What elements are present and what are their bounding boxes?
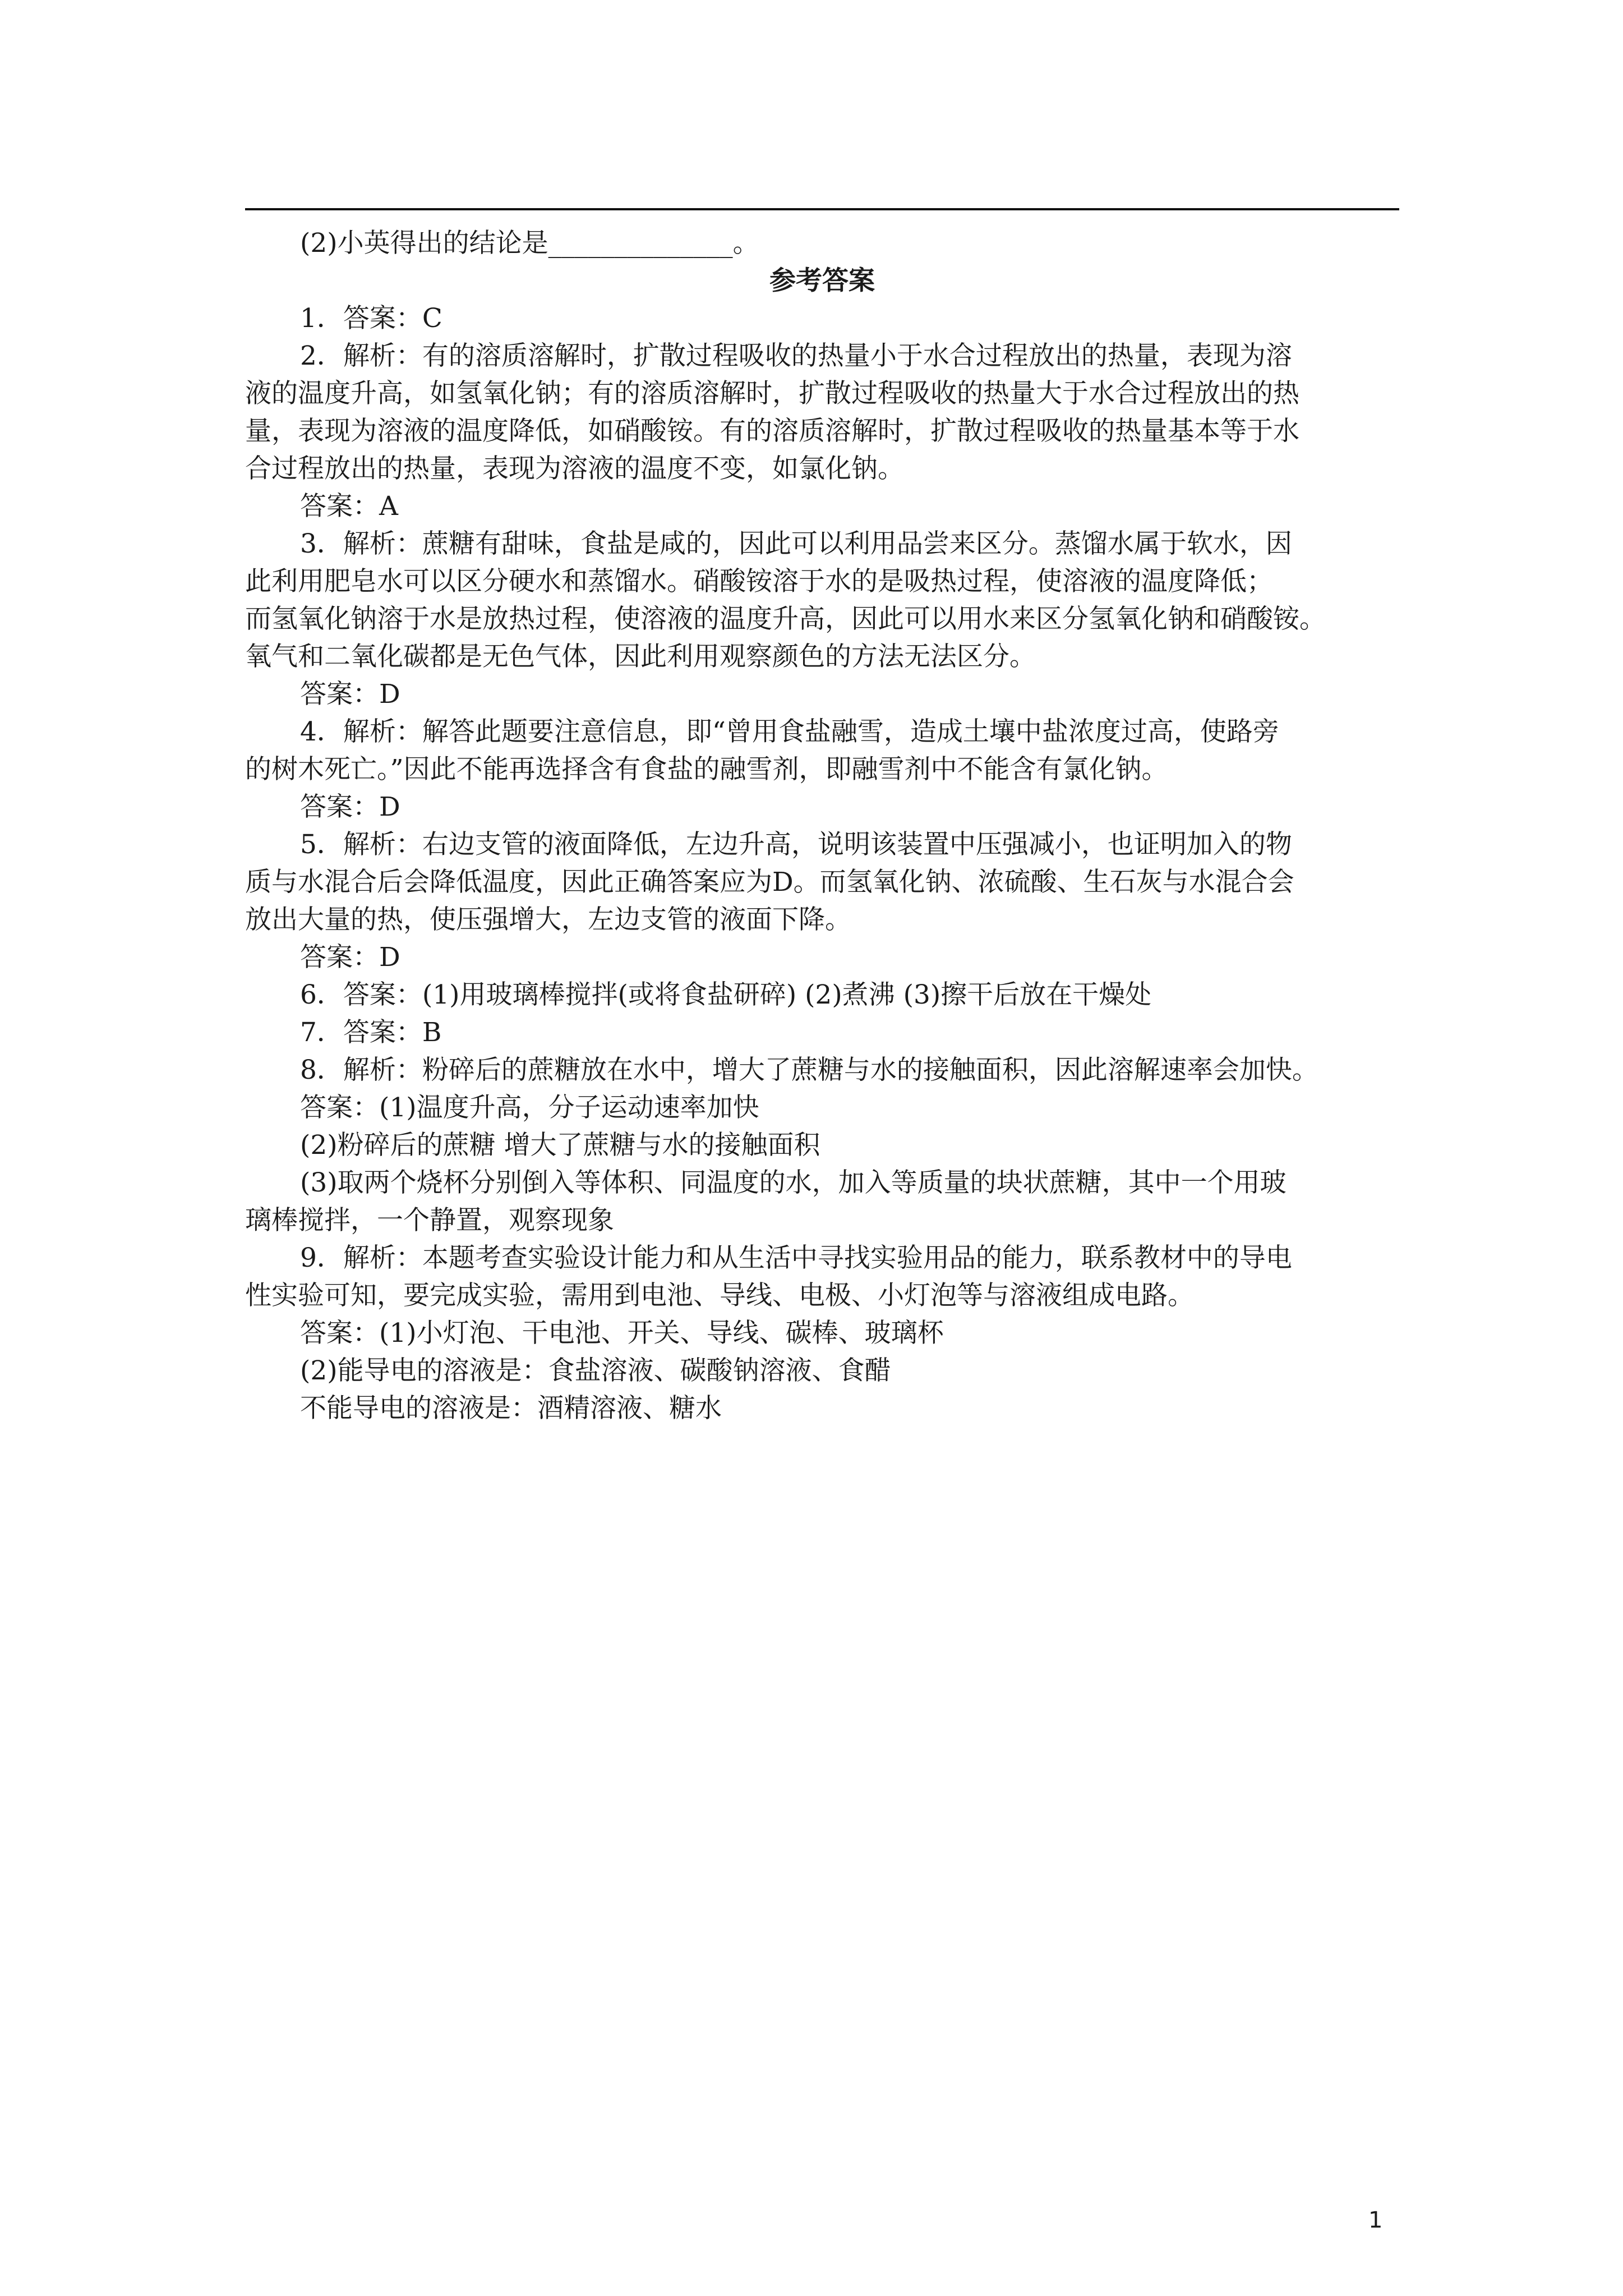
page-number: 1 bbox=[1368, 2207, 1383, 2233]
text-line: 答案：(1)温度升高，分子运动速率加快 bbox=[300, 1092, 759, 1123]
text-line: 而氢氧化钠溶于水是放热过程，使溶液的温度升高，因此可以用水来区分氢氧化钠和硝酸铵。 bbox=[245, 604, 1326, 634]
text-line: 1．答案：C bbox=[300, 303, 442, 334]
header-rule bbox=[245, 208, 1399, 210]
text-line: 4．解析：解答此题要注意信息，即“曾用食盐融雪，造成土壤中盐浓度过高，使路旁 bbox=[300, 716, 1279, 747]
text-line: 7．答案：B bbox=[300, 1017, 442, 1048]
text-line: 氧气和二氧化碳都是无色气体，因此利用观察颜色的方法无法区分。 bbox=[245, 641, 1036, 672]
section-title: 参考答案 bbox=[769, 265, 875, 296]
text-line: (3)取两个烧杯分别倒入等体积、同温度的水，加入等质量的块状蔗糖，其中一个用玻 bbox=[300, 1167, 1287, 1198]
text-line: 9．解析：本题考查实验设计能力和从生活中寻找实验用品的能力，联系教材中的导电 bbox=[300, 1243, 1292, 1273]
text-line: (2)粉碎后的蔗糖 增大了蔗糖与水的接触面积 bbox=[300, 1130, 820, 1161]
text-line: 答案：D bbox=[300, 679, 400, 710]
text-line: 合过程放出的热量，表现为溶液的温度不变，如氯化钠。 bbox=[245, 453, 904, 484]
text-line: 5．解析：右边支管的液面降低，左边升高，说明该装置中压强减小，也证明加入的物 bbox=[300, 829, 1292, 860]
text-line: 此利用肥皂水可以区分硬水和蒸馏水。硝酸铵溶于水的是吸热过程，使溶液的温度降低； bbox=[245, 566, 1273, 597]
text-line: 答案：D bbox=[300, 792, 400, 822]
text-line: 性实验可知，要完成实验，需用到电池、导线、电极、小灯泡等与溶液组成电路。 bbox=[245, 1280, 1194, 1311]
text-line: 质与水混合后会降低温度，因此正确答案应为D。而氢氧化钠、浓硫酸、生石灰与水混合会 bbox=[245, 867, 1294, 898]
text-line: 答案：A bbox=[300, 491, 398, 522]
text-line: 6．答案：(1)用玻璃棒搅拌(或将食盐研碎) (2)煮沸 (3)擦干后放在干燥处 bbox=[300, 979, 1152, 1010]
text-line: 2．解析：有的溶质溶解时，扩散过程吸收的热量小于水合过程放出的热量，表现为溶 bbox=[300, 341, 1292, 371]
text-line: 璃棒搅拌，一个静置，观察现象 bbox=[245, 1205, 614, 1236]
text-line: 放出大量的热，使压强增大，左边支管的液面下降。 bbox=[245, 904, 851, 935]
text-line: 量，表现为溶液的温度降低，如硝酸铵。有的溶质溶解时，扩散过程吸收的热量基本等于水 bbox=[245, 416, 1299, 447]
text-line: (2)小英得出的结论是______________。 bbox=[300, 228, 759, 259]
text-line: 的树木死亡。”因此不能再选择含有食盐的融雪剂，即融雪剂中不能含有氯化钠。 bbox=[245, 754, 1168, 785]
document-body bbox=[245, 224, 1399, 1427]
text-line: 液的温度升高，如氢氧化钠；有的溶质溶解时，扩散过程吸收的热量大于水合过程放出的热 bbox=[245, 378, 1299, 409]
text-line: 答案：(1)小灯泡、干电池、开关、导线、碳棒、玻璃杯 bbox=[300, 1318, 944, 1349]
text-line: 3．解析：蔗糖有甜味，食盐是咸的，因此可以利用品尝来区分。蒸馏水属于软水，因 bbox=[300, 528, 1292, 559]
text-line: 答案：D bbox=[300, 942, 400, 973]
text-line: 不能导电的溶液是：酒精溶液、糖水 bbox=[300, 1393, 722, 1424]
text-line: (2)能导电的溶液是：食盐溶液、碳酸钠溶液、食醋 bbox=[300, 1355, 891, 1386]
text-line: 8．解析：粉碎后的蔗糖放在水中，增大了蔗糖与水的接触面积，因此溶解速率会加快。 bbox=[300, 1055, 1318, 1085]
